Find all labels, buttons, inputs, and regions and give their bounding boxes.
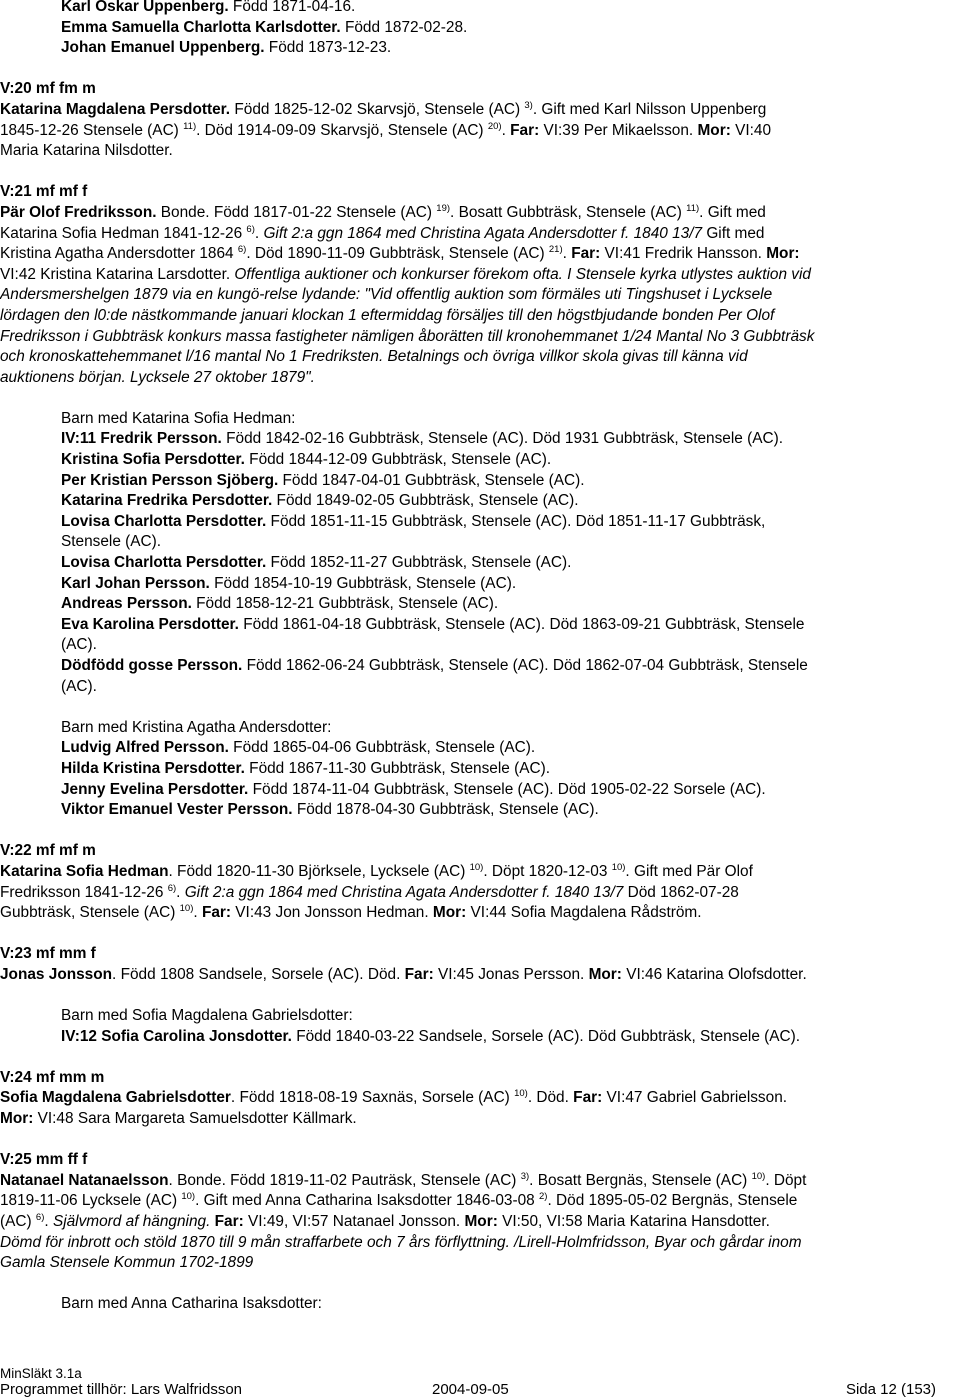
text-run: Född 1825-12-02 Skarvsjö, Stensele (AC) xyxy=(230,100,525,118)
text-run: Mor: xyxy=(697,121,731,139)
text-run: Mor: xyxy=(588,965,622,983)
person-entry-v21 xyxy=(0,182,952,820)
text-run: Far: xyxy=(573,1089,603,1107)
text-run: 1845-12-26 Stensele (AC) xyxy=(0,121,184,139)
source-reference: 2) xyxy=(539,1191,548,1203)
text-run: Viktor Emanuel Vester Persson. xyxy=(61,801,293,819)
text-run: Far: xyxy=(214,1213,244,1231)
person-entry-v22 xyxy=(0,841,952,923)
source-reference: 10) xyxy=(179,903,194,915)
text-run: . Född 1808 Sandsele, Sorsele (AC). Död. xyxy=(112,965,405,983)
text-run: Självmord af hängning. xyxy=(52,1213,211,1231)
text-run: . Bonde. Född 1819-11-02 Pauträsk, Stensele (AC) xyxy=(168,1171,521,1189)
entry-text xyxy=(0,203,952,388)
program-name: MinSläkt 3.1a xyxy=(0,1366,82,1381)
text-line xyxy=(0,759,952,780)
text-line xyxy=(0,121,952,142)
entry-heading: V:23 mf mm f xyxy=(0,945,96,963)
text-run: Far: xyxy=(404,965,434,983)
entry-heading: V:21 mf mf f xyxy=(0,183,88,201)
text-line xyxy=(0,615,952,636)
text-line xyxy=(0,327,952,348)
text-run: VI:49, VI:57 Natanael Jonsson. xyxy=(243,1213,465,1231)
text-line xyxy=(0,677,952,698)
text-run: Far: xyxy=(201,904,232,922)
text-run: . Gift med Pär Olof xyxy=(625,862,753,880)
text-run: Katarina Magdalena Persdotter. xyxy=(0,100,231,118)
text-run: VI:50, VI:58 Maria Katarina Hansdotter. xyxy=(497,1213,770,1231)
text-line xyxy=(0,306,952,327)
text-run: VI:43 Jon Jonsson Hedman. xyxy=(231,904,433,922)
entry-text xyxy=(0,1171,952,1274)
text-run: (AC). xyxy=(61,636,97,654)
text-run: Född 1873-12-23. xyxy=(264,39,392,57)
text-run: VI:41 Fredrik Hansson. xyxy=(600,245,767,263)
text-run: IV:12 Sofia Carolina Jonsdotter. xyxy=(61,1027,292,1045)
text-line xyxy=(0,100,952,121)
text-run: Bonde. Född 1817-01-22 Stensele (AC) xyxy=(156,203,437,221)
text-line xyxy=(0,203,952,224)
children-intro: Barn med Kristina Agatha Andersdotter: xyxy=(61,718,332,736)
source-reference: 6) xyxy=(35,1212,45,1224)
text-run: Karl Oskar Uppenberg. xyxy=(61,0,229,15)
text-run: . Född 1820-11-30 Björksele, Lycksele (AC) xyxy=(168,862,470,880)
text-run: IV:11 Fredrik Persson. xyxy=(61,430,222,448)
source-reference: 10) xyxy=(181,1191,196,1203)
source-reference: 3) xyxy=(524,99,533,111)
text-run: . Död 1895-05-02 Bergnäs, Stensele xyxy=(547,1192,798,1210)
text-run: Född 1842-02-16 Gubbträsk, Stensele (AC). Död 1931 Gubbträsk, Stensele (AC). xyxy=(221,430,784,448)
person-entry-v24 xyxy=(0,1068,952,1130)
text-run: Sofia Magdalena Gabrielsdotter xyxy=(0,1089,231,1107)
text-run: Eva Karolina Persdotter. xyxy=(61,615,239,633)
text-run: (AC) xyxy=(0,1213,36,1231)
text-line xyxy=(0,1027,952,1048)
source-reference: 6) xyxy=(237,244,247,256)
text-run: Andersmershelgen 1879 via en kungö-relse lydande: "Vid offentlig auktion som förmäles uti Tingshuset i Lycksele xyxy=(0,286,773,304)
text-line xyxy=(0,285,952,306)
text-run: Fredriksson 1841-12-26 xyxy=(0,883,168,901)
text-run: Född 1854-10-19 Gubbträsk, Stensele (AC). xyxy=(209,574,517,592)
previous-entry-children xyxy=(0,0,952,59)
text-run: . Bosatt Gubbträsk, Stensele (AC) xyxy=(450,203,687,221)
text-line xyxy=(0,738,952,759)
children-list xyxy=(0,429,952,697)
text-run: VI:45 Jonas Persson. xyxy=(433,965,589,983)
text-run: . xyxy=(501,121,511,139)
entry-text xyxy=(0,100,952,162)
text-line xyxy=(0,224,952,245)
children-intro: Barn med Katarina Sofia Hedman: xyxy=(61,409,296,427)
text-line xyxy=(0,574,952,595)
text-line xyxy=(0,553,952,574)
text-run: VI:39 Per Mikaelsson. xyxy=(539,121,698,139)
text-run: Född 1871-04-16. xyxy=(228,0,356,15)
text-run: 1819-11-06 Lycksele (AC) xyxy=(0,1192,182,1210)
entry-heading: V:20 mf fm m xyxy=(0,80,96,98)
text-run: Johan Emanuel Uppenberg. xyxy=(61,39,265,57)
text-run: . xyxy=(193,904,202,922)
text-run: . Bosatt Bergnäs, Stensele (AC) xyxy=(529,1171,752,1189)
entry-heading: V:24 mf mm m xyxy=(0,1068,105,1086)
entry-heading: V:25 mm ff f xyxy=(0,1151,88,1169)
text-run: . xyxy=(254,224,264,242)
text-line xyxy=(0,491,952,512)
text-run: Katarina Fredrika Persdotter. xyxy=(61,492,273,510)
text-run: (AC). xyxy=(61,677,97,695)
text-line xyxy=(0,38,952,59)
text-run: Karl Johan Persson. xyxy=(61,574,210,592)
text-line xyxy=(0,635,952,656)
text-line xyxy=(0,471,952,492)
text-run: Född 1851-11-15 Gubbträsk, Stensele (AC). Död 1851-11-17 Gubbträsk, xyxy=(266,512,766,530)
text-run: VI:42 Kristina Katarina Larsdotter. xyxy=(0,265,235,283)
text-run: Född 1840-03-22 Sandsele, Sorsele (AC). Död Gubbträsk, Stensele (AC). xyxy=(291,1027,801,1045)
text-line xyxy=(0,780,952,801)
entry-text xyxy=(0,965,952,986)
children-list xyxy=(0,1027,952,1048)
text-line xyxy=(0,1191,952,1212)
text-run: Gubbträsk, Stensele (AC) xyxy=(0,904,180,922)
text-run: Far: xyxy=(510,121,540,139)
text-run: Hilda Kristina Persdotter. xyxy=(61,759,245,777)
text-run: . Gift med xyxy=(699,203,766,221)
text-run: Kristina Sofia Persdotter. xyxy=(61,451,245,469)
text-run: Född 1874-11-04 Gubbträsk, Stensele (AC). Död 1905-02-22 Sorsele (AC). xyxy=(248,780,766,798)
text-line xyxy=(0,1088,952,1109)
text-line xyxy=(0,512,952,533)
text-line xyxy=(0,965,952,986)
text-line xyxy=(0,883,952,904)
text-run: Gamla Stensele Kommun 1702-1899 xyxy=(0,1254,254,1272)
text-run: Stensele (AC). xyxy=(61,533,162,551)
text-run: . xyxy=(562,245,572,263)
entry-heading: V:22 mf mf m xyxy=(0,842,96,860)
source-reference: 20) xyxy=(487,120,502,132)
text-run: VI:40 xyxy=(730,121,772,139)
page-footer xyxy=(0,1366,952,1400)
text-run: . Död. xyxy=(527,1089,574,1107)
source-reference: 6) xyxy=(246,223,255,235)
print-date: 2004-09-05 xyxy=(432,1381,509,1398)
text-run: Gift 2:a ggn 1864 med Christina Agata Andersdotter f. 1840 13/7 xyxy=(263,224,703,242)
text-run: . Döpt 1820-12-03 xyxy=(483,862,612,880)
text-line xyxy=(0,800,952,821)
text-run: Jenny Evelina Persdotter. xyxy=(61,780,249,798)
entry-text xyxy=(0,1088,952,1129)
text-run: Mor: xyxy=(0,1110,34,1128)
text-run: VI:48 Sara Margareta Samuelsdotter Källmark. xyxy=(33,1110,357,1128)
text-run: Död 1862-07-28 xyxy=(623,883,739,901)
text-run: Katarina Sofia Hedman 1841-12-26 xyxy=(0,224,247,242)
text-line xyxy=(0,1212,952,1233)
text-run: Född 1878-04-30 Gubbträsk, Stensele (AC). xyxy=(292,801,599,819)
text-run: . Död 1890-11-09 Gubbträsk, Stensele (AC) xyxy=(246,245,549,263)
text-run: Mor: xyxy=(766,245,800,263)
page-number: Sida 12 (153) xyxy=(845,1381,936,1398)
text-run: VI:46 Katarina Olofsdotter. xyxy=(621,965,807,983)
source-reference: 6) xyxy=(167,882,177,894)
text-line xyxy=(0,450,952,471)
text-run: Fredriksson i Gubbträsk konkurs massa fastigheter nämligen åborätten till kronohemmanet 1/24 Mantal No 3 Gubbträsk xyxy=(0,327,815,345)
text-run: Född 1852-11-27 Gubbträsk, Stensele (AC). xyxy=(266,554,572,572)
text-run: . xyxy=(44,1213,53,1231)
text-run: Jonas Jonsson xyxy=(0,965,113,983)
text-run: auktionens början. Lycksele 27 oktober 1879". xyxy=(0,368,315,386)
text-run: Natanael Natanaelsson xyxy=(0,1171,169,1189)
text-line xyxy=(0,1171,952,1192)
source-reference: 10) xyxy=(611,861,626,873)
source-reference: 11) xyxy=(686,202,700,214)
source-reference: 3) xyxy=(520,1170,530,1182)
entry-text xyxy=(0,862,952,924)
text-run: VI:44 Sofia Magdalena Rådström. xyxy=(466,904,702,922)
text-line xyxy=(0,347,952,368)
text-run: Kristina Agatha Andersdotter 1864 xyxy=(0,245,238,263)
text-run: och kronoskattehemmanet l/16 mantal No 1 Fredriksten. Betalnings och övriga villkor skola givas till känna vid xyxy=(0,348,748,366)
text-run: lördagen den l0:de nästkommande januari klockan 1 eftermiddag försäljes till den högstbjudande bonden Per Olof xyxy=(0,306,775,324)
text-run: Mor: xyxy=(432,904,467,922)
source-reference: 10) xyxy=(514,1088,528,1100)
text-run: . xyxy=(176,883,185,901)
person-entry-v23 xyxy=(0,944,952,1047)
text-run: Maria Katarina Nilsdotter. xyxy=(0,142,173,160)
text-run: Född 1861-04-18 Gubbträsk, Stensele (AC). Död 1863-09-21 Gubbträsk, Stensele xyxy=(238,615,805,633)
text-run: Gift med xyxy=(702,224,765,242)
text-run: Emma Samuella Charlotta Karlsdotter. xyxy=(61,18,341,36)
person-entry-v20 xyxy=(0,79,952,161)
text-line xyxy=(0,656,952,677)
source-reference: 10) xyxy=(751,1170,766,1182)
program-owner: Programmet tillhör: Lars Walfridsson xyxy=(0,1381,243,1398)
text-run: Född 1849-02-05 Gubbträsk, Stensele (AC). xyxy=(272,492,579,510)
text-run: Lovisa Charlotta Persdotter. xyxy=(61,512,267,530)
children-intro: Barn med Anna Catharina Isaksdotter: xyxy=(61,1295,322,1313)
text-run: Född 1858-12-21 Gubbträsk, Stensele (AC). xyxy=(191,595,499,613)
text-run: Född 1865-04-06 Gubbträsk, Stensele (AC). xyxy=(228,739,536,757)
text-run: Dödfödd gosse Persson. xyxy=(61,657,243,674)
text-run: . Gift med Anna Catharina Isaksdotter 1846-03-08 xyxy=(195,1192,540,1210)
text-run: Per Kristian Persson Sjöberg. xyxy=(61,471,279,489)
text-run: Gift 2:a ggn 1864 med Christina Agata Andersdotter f. 1840 13/7 xyxy=(184,883,624,901)
text-run: Född 1862-06-24 Gubbträsk, Stensele (AC). Död 1862-07-04 Gubbträsk, Stensele xyxy=(242,657,808,674)
source-reference: 19) xyxy=(436,202,451,214)
text-run: Dömd för inbrott och stöld 1870 till 9 mån straffarbete och 7 års förflyttning. /Lirell-Holmfridsson, Byar och gårdar inom xyxy=(0,1233,802,1251)
text-run: Andreas Persson. xyxy=(61,595,192,613)
text-line xyxy=(0,1109,952,1130)
text-line xyxy=(0,532,952,553)
children-list xyxy=(0,738,952,820)
text-run: Född 1872-02-28. xyxy=(340,18,468,36)
text-line xyxy=(0,265,952,286)
text-run: Född 1844-12-09 Gubbträsk, Stensele (AC). xyxy=(244,451,552,469)
children-intro: Barn med Sofia Magdalena Gabrielsdotter: xyxy=(61,1007,353,1025)
text-line xyxy=(0,18,952,39)
person-entry-v25 xyxy=(0,1150,952,1315)
text-line xyxy=(0,1233,952,1254)
source-reference: 21) xyxy=(548,244,563,256)
text-run: . Död 1914-09-09 Skarvsjö, Stensele (AC) xyxy=(196,121,488,139)
text-line xyxy=(0,244,952,265)
text-line xyxy=(0,862,952,883)
source-reference: 10) xyxy=(469,861,484,873)
text-line xyxy=(0,141,952,162)
text-run: Offentliga auktioner och konkurser förekom ofta. I Stensele kyrka utlystes auktion vid xyxy=(234,265,811,283)
text-line xyxy=(0,0,952,18)
text-run: Mor: xyxy=(464,1213,498,1231)
text-run: Pär Olof Fredriksson. xyxy=(0,203,157,221)
text-run: Född 1867-11-30 Gubbträsk, Stensele (AC). xyxy=(244,759,551,777)
text-line xyxy=(0,1253,952,1274)
text-run: . Gift med Karl Nilsson Uppenberg xyxy=(532,100,767,118)
text-line xyxy=(0,429,952,450)
text-line xyxy=(0,594,952,615)
source-reference: 11) xyxy=(183,120,197,132)
text-run: Lovisa Charlotta Persdotter. xyxy=(61,554,267,572)
text-run: Far: xyxy=(571,245,601,263)
text-run: Född 1847-04-01 Gubbträsk, Stensele (AC). xyxy=(278,471,585,489)
text-run: VI:47 Gabriel Gabrielsson. xyxy=(602,1089,788,1107)
text-line xyxy=(0,903,952,924)
text-run: Katarina Sofia Hedman xyxy=(0,862,169,880)
text-run: Ludvig Alfred Persson. xyxy=(61,739,229,757)
text-line xyxy=(0,368,952,389)
text-run: . Döpt xyxy=(765,1171,807,1189)
text-run: . Född 1818-08-19 Saxnäs, Sorsele (AC) xyxy=(230,1089,515,1107)
